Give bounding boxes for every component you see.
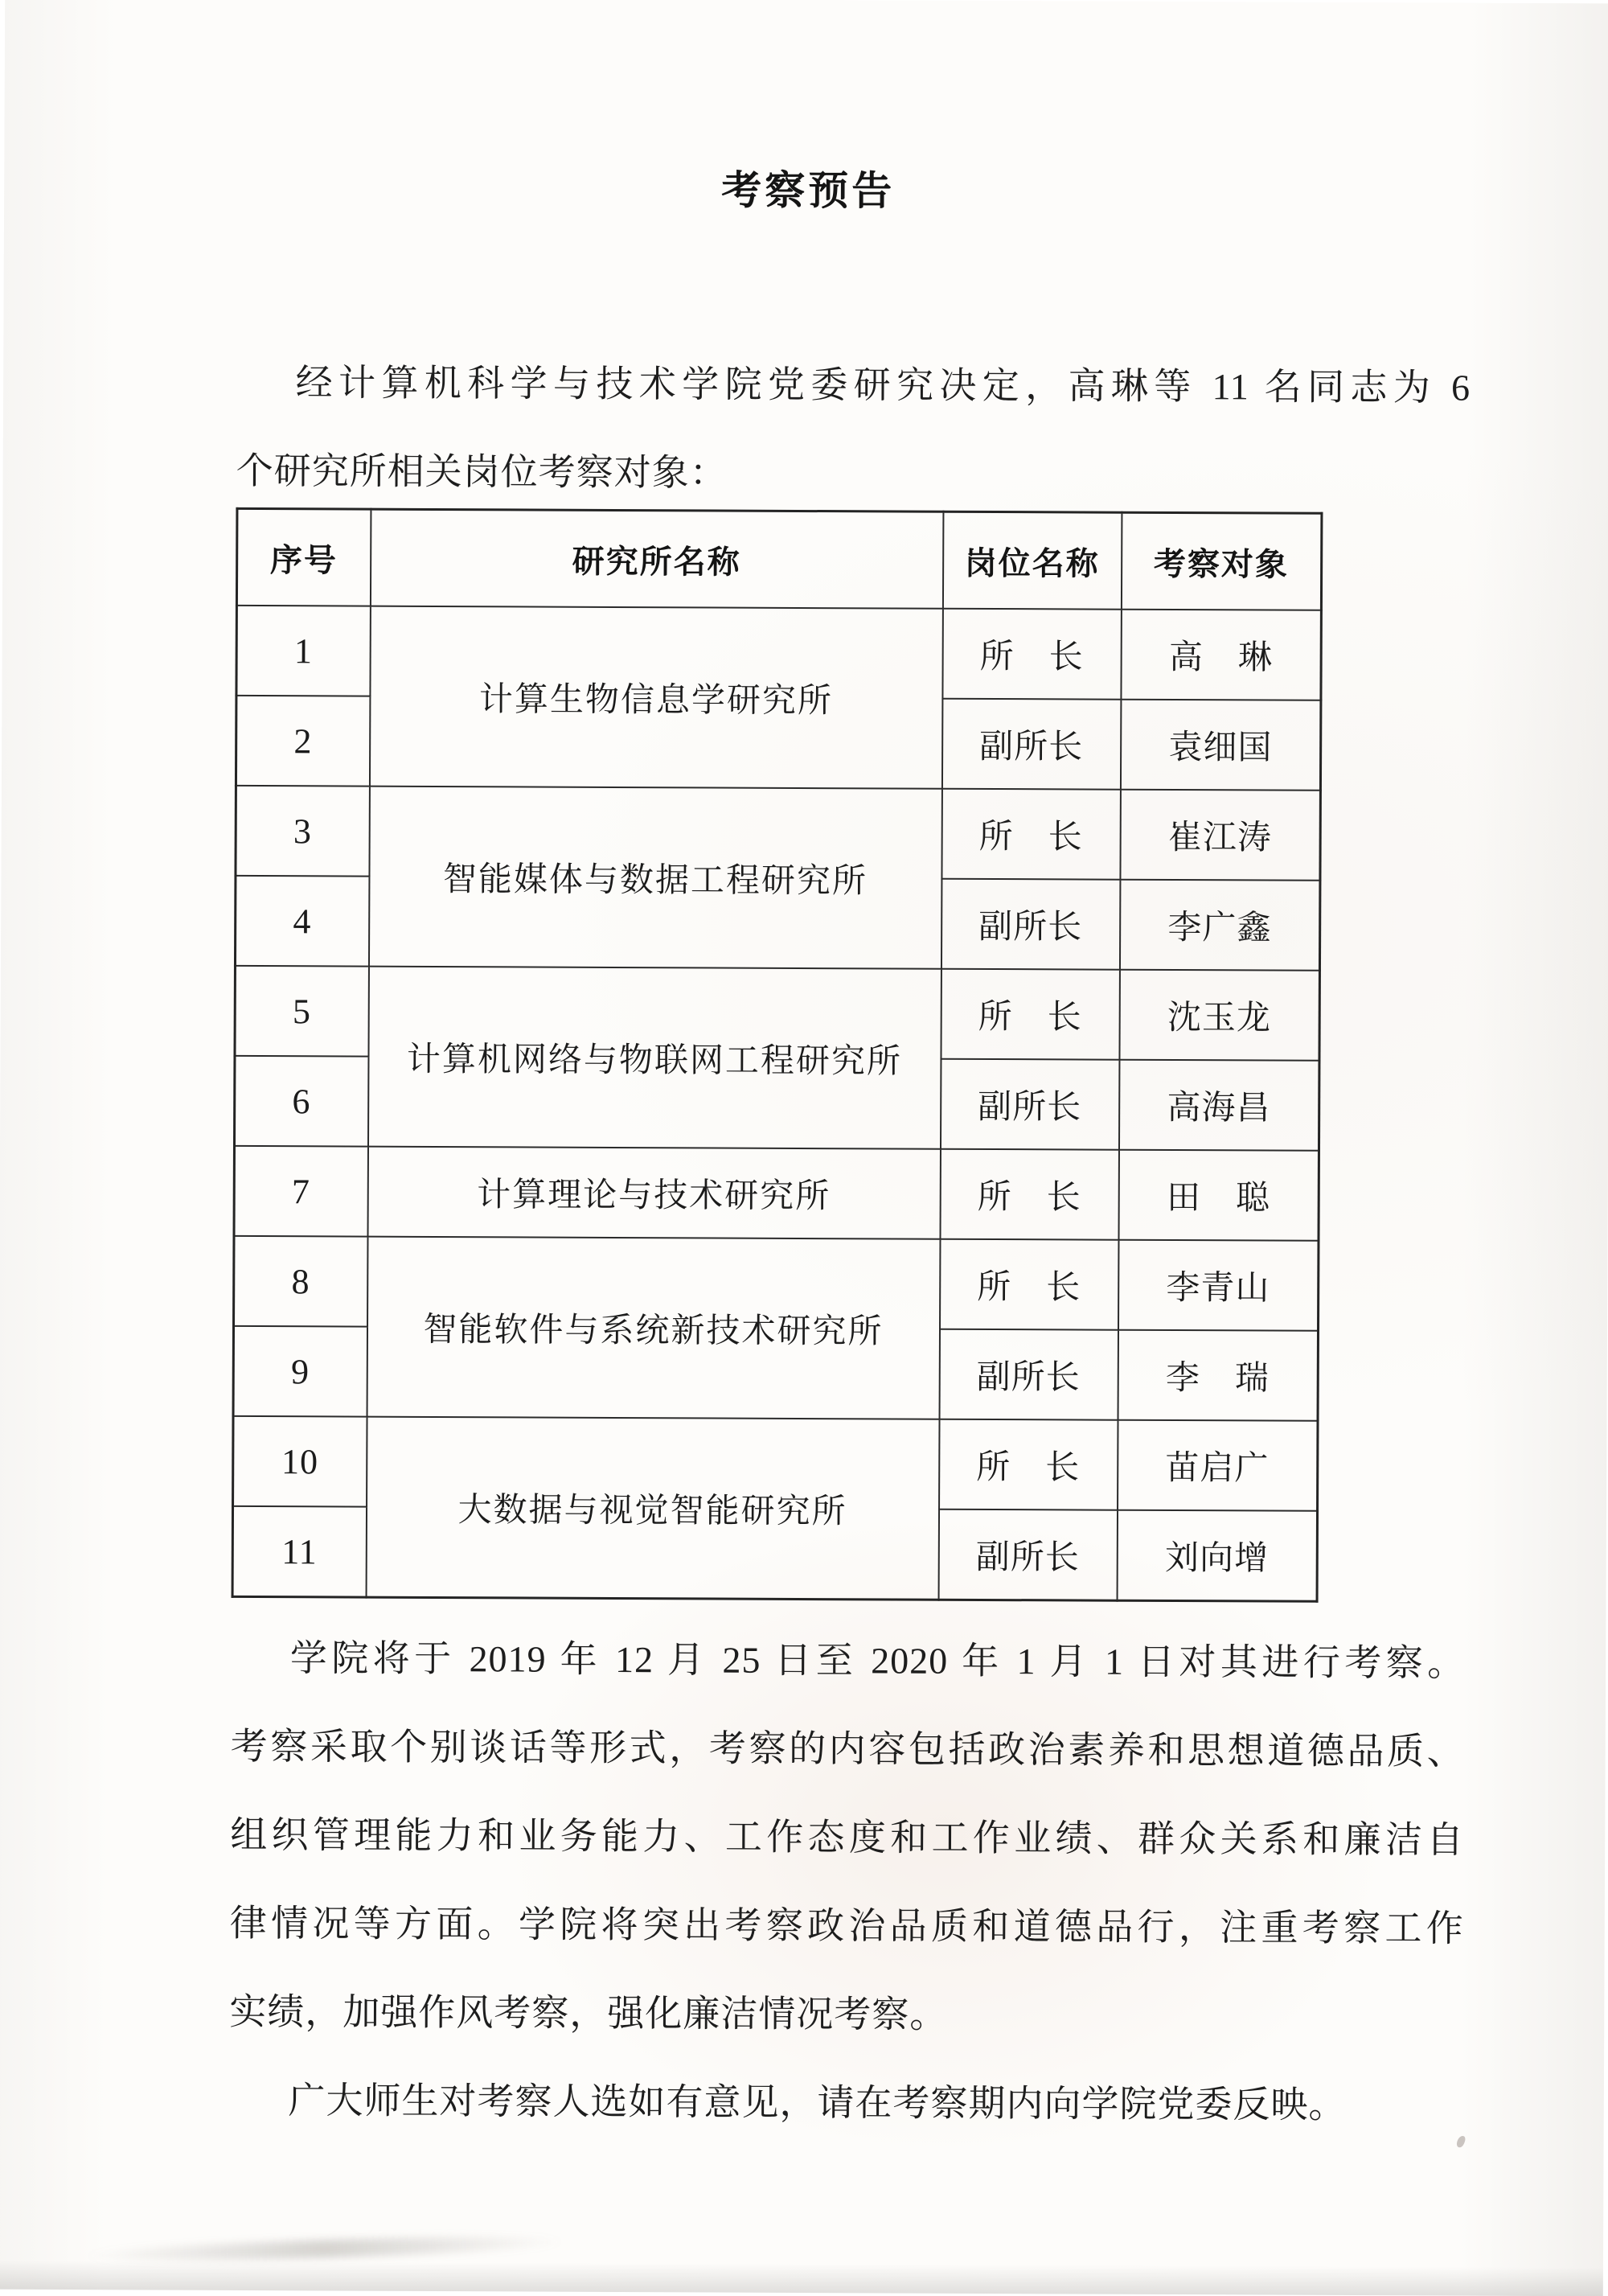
candidate-cell: 刘向增 xyxy=(1117,1510,1317,1602)
inspection-roster-table xyxy=(232,507,1323,1603)
seq-cell: 3 xyxy=(236,786,369,877)
candidate-cell: 李广鑫 xyxy=(1119,880,1319,971)
institute-cell: 计算生物信息学研究所 xyxy=(369,606,942,789)
seq-cell: 10 xyxy=(233,1416,367,1507)
seq-cell: 11 xyxy=(232,1506,366,1597)
header-candidate: 考察对象 xyxy=(1121,512,1322,610)
institute-cell: 大数据与视觉智能研究所 xyxy=(366,1417,939,1600)
schedule-line-5: 实绩，加强作风考察，强化廉洁情况考察。 xyxy=(229,1990,948,2035)
candidate-cell: 高 琳 xyxy=(1121,610,1321,700)
page-title: 考察预告 xyxy=(721,167,896,214)
feedback-line-1: 广大师生对考察人选如有意见，请在考察期内向学院党委反映。 xyxy=(288,2080,1347,2126)
schedule-line-4: 律情况等方面。学院将突出考察政治品质和道德品行，注重考察工作 xyxy=(229,1902,1464,1949)
seq-cell: 9 xyxy=(233,1326,367,1417)
schedule-line-3: 组织管理能力和业务能力、工作态度和工作业绩、群众关系和廉洁自 xyxy=(230,1813,1465,1861)
table-row-7 xyxy=(234,1146,1319,1241)
position-cell: 副所长 xyxy=(940,1059,1118,1150)
seq-cell: 2 xyxy=(236,696,369,787)
candidate-cell: 李青山 xyxy=(1118,1240,1319,1331)
header-institute: 研究所名称 xyxy=(370,509,943,609)
scan-edge-shadow xyxy=(0,2261,1603,2296)
intro-paragraph xyxy=(236,339,1471,521)
seq-cell: 4 xyxy=(235,876,368,967)
candidate-cell: 沈玉龙 xyxy=(1119,970,1319,1061)
institute-cell: 智能软件与系统新技术研究所 xyxy=(367,1237,940,1419)
position-cell: 副所长 xyxy=(938,1509,1117,1600)
header-seq: 序号 xyxy=(236,508,371,606)
schedule-paragraph xyxy=(229,1614,1465,2062)
position-cell: 所 长 xyxy=(941,969,1119,1060)
table-row-5 xyxy=(235,966,1319,1061)
candidate-cell: 崔江涛 xyxy=(1120,790,1320,881)
feedback-paragraph xyxy=(229,2056,1463,2150)
position-cell: 所 长 xyxy=(941,789,1120,880)
candidate-cell: 田 聪 xyxy=(1118,1150,1319,1241)
table-row-10 xyxy=(233,1416,1318,1511)
candidate-cell: 苗启广 xyxy=(1118,1420,1318,1511)
schedule-line-2: 考察采取个别谈话等形式，考察的内容包括政治素养和思想道德品质、 xyxy=(230,1725,1465,1772)
seq-cell: 7 xyxy=(234,1146,367,1237)
table-header-row xyxy=(236,508,1322,610)
schedule-line-1: 学院将于 2019 年 12 月 25 日至 2020 年 1 月 1 日对其进行考察。 xyxy=(289,1637,1466,1684)
candidate-cell: 李 瑞 xyxy=(1118,1330,1318,1421)
position-cell: 所 长 xyxy=(940,1239,1118,1330)
institute-cell: 计算机网络与物联网工程研究所 xyxy=(367,967,941,1149)
table-row-8 xyxy=(234,1236,1319,1331)
institute-cell: 计算理论与技术研究所 xyxy=(367,1147,940,1239)
position-cell: 副所长 xyxy=(941,879,1119,970)
candidate-cell: 袁细国 xyxy=(1120,700,1320,791)
intro-line-2: 个研究所相关岗位考察对象： xyxy=(236,450,728,494)
institute-cell: 智能媒体与数据工程研究所 xyxy=(368,787,941,969)
seq-cell: 8 xyxy=(234,1236,367,1327)
position-cell: 所 长 xyxy=(939,1419,1118,1510)
intro-line-1: 经计算机科学与技术学院党委研究决定，高琳等 11 名同志为 6 xyxy=(295,362,1471,409)
table-row-1 xyxy=(236,606,1321,700)
position-cell: 副所长 xyxy=(941,699,1120,790)
table-row-3 xyxy=(236,786,1320,881)
seq-cell: 6 xyxy=(234,1056,367,1147)
position-cell: 所 长 xyxy=(940,1149,1118,1240)
position-cell: 所 长 xyxy=(942,609,1121,700)
candidate-cell: 高海昌 xyxy=(1118,1060,1319,1151)
header-position: 岗位名称 xyxy=(942,511,1122,609)
position-cell: 副所长 xyxy=(939,1329,1118,1420)
seq-cell: 1 xyxy=(236,606,370,696)
seq-cell: 5 xyxy=(235,966,368,1057)
